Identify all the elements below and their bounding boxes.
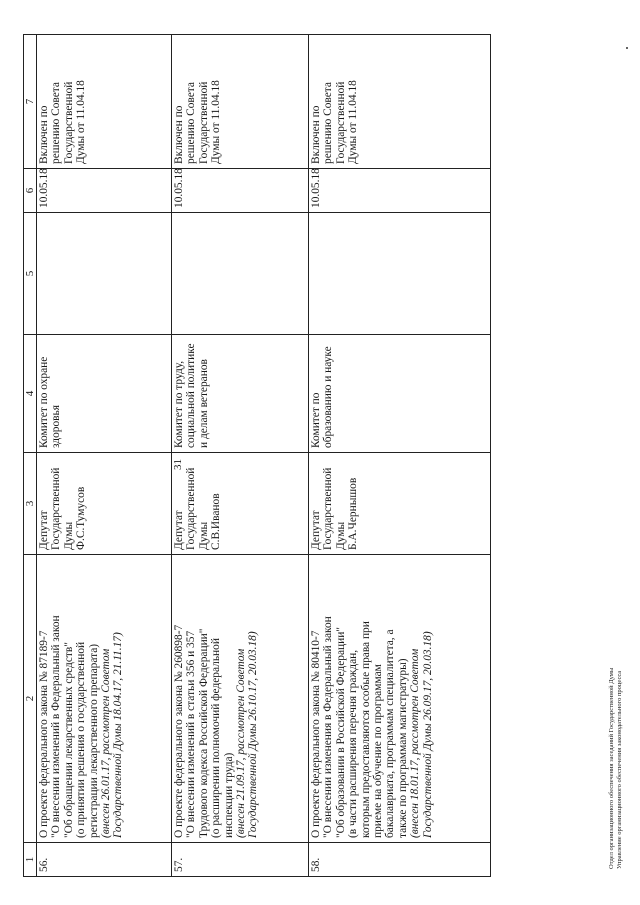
committee-line: Комитет по труду, — [173, 360, 185, 448]
decision-line: Думы от 11.04.18 — [347, 80, 360, 164]
bill-text-line: (в части расширения перечня граждан, — [347, 649, 360, 838]
bill-title-cell — [37, 555, 172, 843]
decision-line: решению Совета — [322, 82, 335, 164]
author-cell — [37, 453, 172, 555]
column-header: 7 — [24, 35, 37, 169]
bill-text-line: (о принятии решения о государственной — [75, 641, 88, 838]
author-cell — [172, 453, 309, 555]
committee-cell — [309, 335, 491, 453]
column-header: 3 — [24, 453, 37, 555]
date-cell: 10.05.18 — [309, 169, 491, 213]
decision-line: Думы от 11.04.18 — [210, 80, 223, 164]
author-line: Депутат — [310, 510, 322, 550]
decision-cell — [172, 35, 309, 169]
author-cell — [309, 453, 491, 555]
table-header-row — [24, 35, 37, 877]
author-line: Государственной — [50, 467, 63, 550]
committee-line: Комитет по — [310, 392, 322, 448]
column-5-cell — [309, 213, 491, 335]
bill-text-line: "Об образовании в Российской Федерации" — [334, 627, 347, 838]
row-number: 57. — [172, 843, 309, 877]
author-line: Думы — [62, 521, 75, 550]
date-cell: 10.05.18 — [37, 169, 172, 213]
bill-text-line: регистрации лекарственного препарата) — [87, 643, 100, 838]
row-number: 56. — [37, 843, 172, 877]
page-number: 31 — [172, 459, 184, 470]
committee-line: образованию и науке — [322, 346, 335, 448]
column-header: 5 — [24, 213, 37, 335]
bill-text-line: "О внесении изменений в Федеральный закон — [50, 615, 63, 838]
committee-line: здоровья — [50, 405, 63, 448]
bill-text-line: бакалавриата, программам специалитета, а — [384, 629, 397, 838]
author-line: Депутат — [38, 510, 50, 550]
bills-table — [23, 34, 491, 877]
column-5-cell — [172, 213, 309, 335]
author-line: Государственной — [322, 467, 335, 550]
decision-cell — [37, 35, 172, 169]
decision-line: Государственной — [62, 81, 75, 164]
table-body — [37, 35, 491, 877]
column-header: 1 — [24, 843, 37, 877]
footer — [608, 668, 624, 869]
date-cell: 10.05.18 — [172, 169, 309, 213]
decision-line: Включен по — [310, 105, 322, 164]
column-5-cell — [37, 213, 172, 335]
author-line: Государственной — [185, 467, 198, 550]
decision-line: Включен по — [173, 105, 185, 164]
bill-text-line: Государственной Думы 26.10.17, 20.03.18) — [247, 631, 260, 838]
committee-line: социальной политике — [185, 343, 198, 448]
bill-text-line: (внесен 18.01.17, рассмотрен Советом — [409, 648, 422, 838]
committee-cell — [172, 335, 309, 453]
author-line: Думы — [197, 521, 210, 550]
bill-text-line: "О внесении изменения в Федеральный закон — [322, 616, 335, 838]
column-header: 2 — [24, 555, 37, 843]
committee-line: и делам ветеранов — [197, 359, 210, 448]
table-row — [309, 35, 491, 877]
bill-text-line: которым предоставляются особые права при — [359, 621, 372, 838]
bill-text-line: инспекции труда) — [222, 752, 235, 838]
table-row — [37, 35, 172, 877]
bill-text-line: "Об обращении лекарственных средств" — [62, 642, 75, 838]
bill-text-line: "О внесении изменений в статьи 356 и 357 — [185, 630, 198, 838]
bill-text-line: О проекте федерального закона № 87189-7 — [38, 630, 50, 838]
decision-line: Включен по — [38, 105, 50, 164]
column-header: 6 — [24, 169, 37, 213]
column-header: 4 — [24, 335, 37, 453]
table-row — [172, 35, 309, 877]
author-line: Депутат — [173, 510, 185, 550]
bill-text-line: Государственной Думы 18.04.17, 21.11.17) — [112, 632, 125, 838]
bill-text-line: (о расширении полномочий федеральной — [210, 638, 223, 838]
decision-line: решению Совета — [50, 82, 63, 164]
bill-text-line: также по программам магистратуры) — [396, 658, 409, 838]
row-number: 58. — [309, 843, 491, 877]
bill-title-cell — [172, 555, 309, 843]
decision-cell — [309, 35, 491, 169]
bill-text-line: приеме на обучение по программам — [372, 664, 385, 838]
footer-line: Отдел организационного обеспечения заседаний Государственной Думы — [608, 667, 615, 869]
bill-title-cell — [309, 555, 491, 843]
committee-cell — [37, 335, 172, 453]
author-line: Б.А.Чернышов — [347, 477, 360, 550]
author-line: Ф.С.Тумусов — [75, 486, 88, 550]
bill-text-line: Государственной Думы 26.09.17, 20.03.18) — [421, 631, 434, 838]
bill-text-line: О проекте федерального закона № 260898-7 — [173, 624, 185, 838]
decision-line: Государственной — [197, 81, 210, 164]
decision-line: Государственной — [334, 81, 347, 164]
bill-text-line: (внесен 26.01.17, рассмотрен Советом — [100, 648, 113, 838]
scan-speck — [626, 47, 628, 49]
committee-line: Комитет по охране — [38, 356, 50, 448]
author-line: Думы — [334, 521, 347, 550]
decision-line: решению Совета — [185, 82, 198, 164]
bill-text-line: Трудового кодекса Российской Федерации" — [197, 628, 210, 838]
bill-text-line: О проекте федерального закона № 80410-7 — [310, 630, 322, 838]
author-line: С.В.Иванов — [210, 493, 223, 550]
decision-line: Думы от 11.04.18 — [75, 80, 88, 164]
bill-text-line: (внесен 21.09.17, рассмотрен Советом — [235, 648, 248, 838]
footer-line: Управление организационного обеспечения законодательного процесса — [616, 670, 623, 869]
